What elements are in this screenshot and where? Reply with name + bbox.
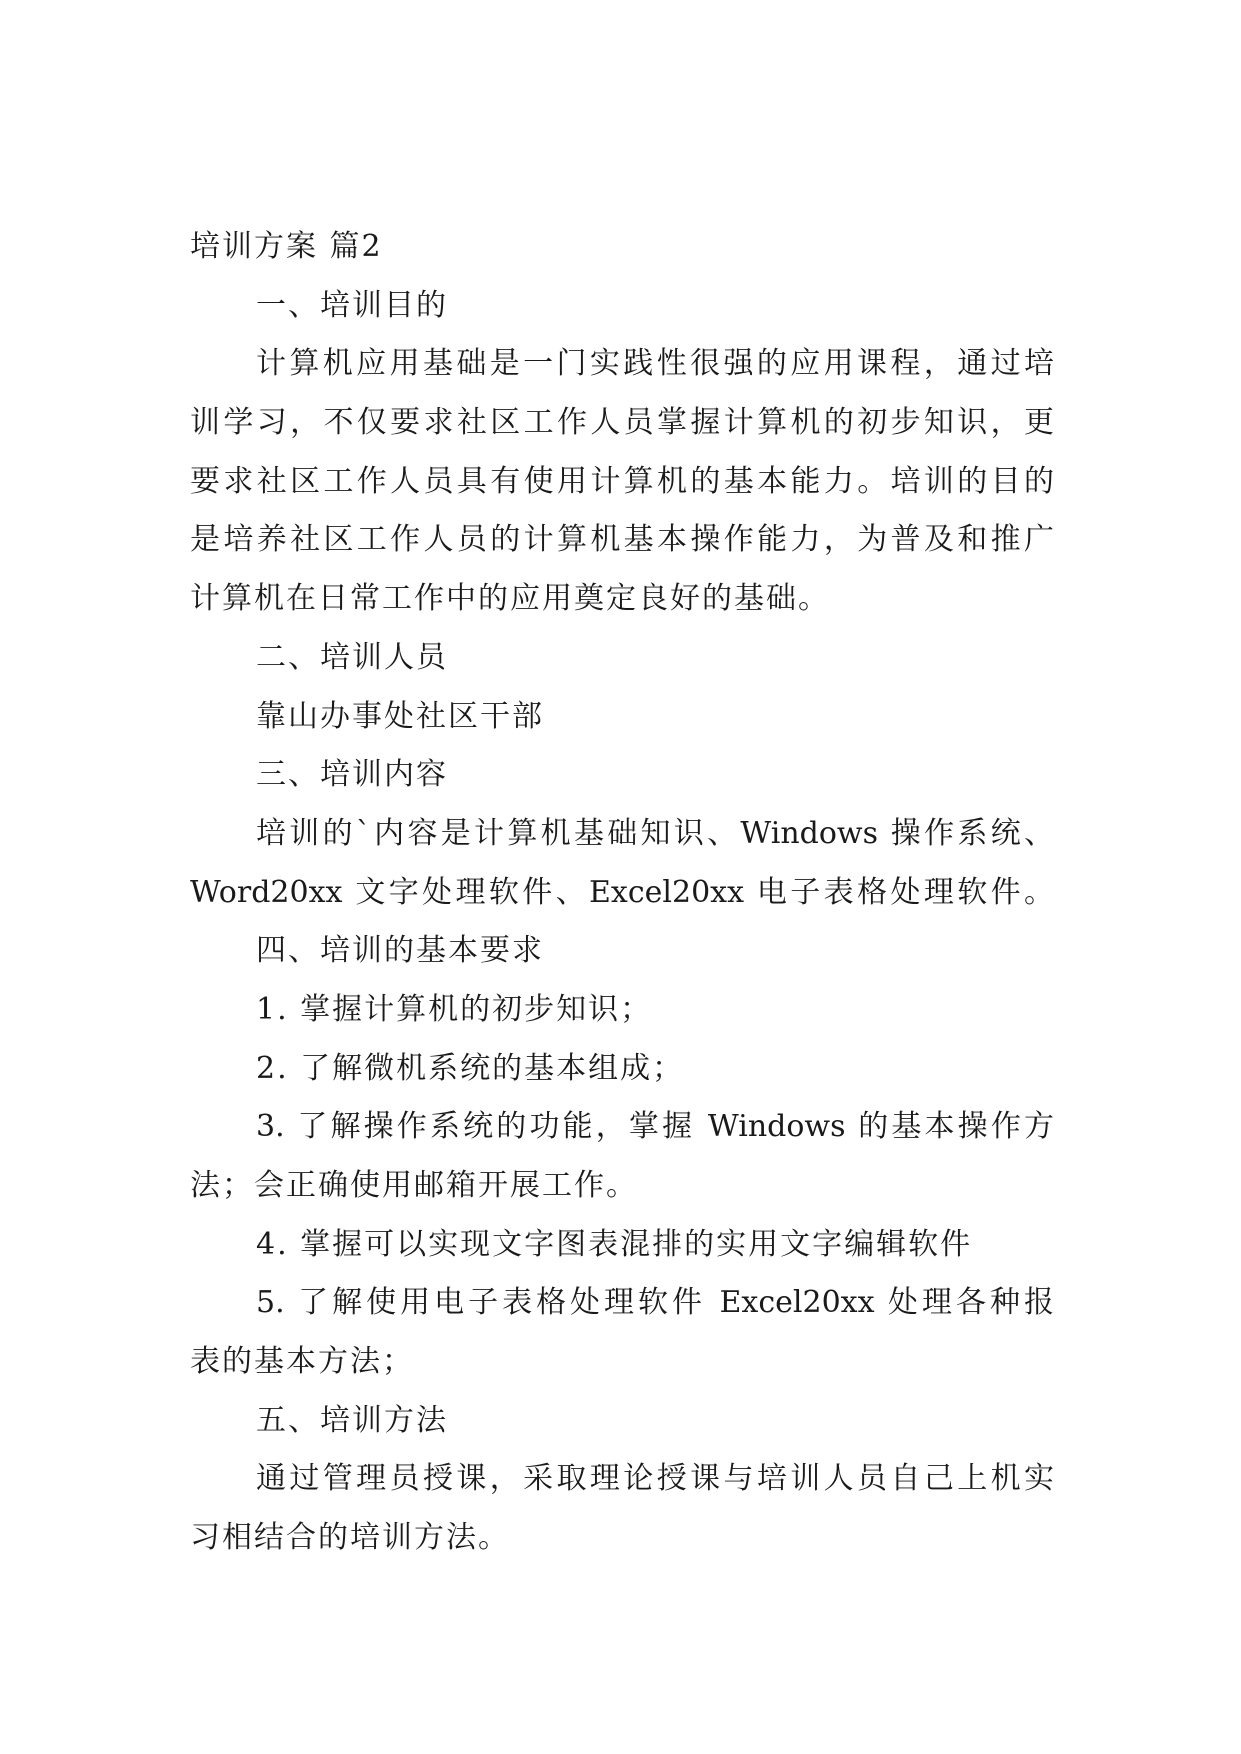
- paragraph-line: 习相结合的培训方法。: [190, 1520, 510, 1556]
- list-item: 5. 了解使用电子表格处理软件 Excel20xx 处理各种报: [256, 1285, 1054, 1321]
- list-item: 3. 了解操作系统的功能，掌握 Windows 的基本操作方: [256, 1109, 1054, 1145]
- paragraph-line: 要求社区工作人员具有使用计算机的基本能力。培训的目的: [190, 463, 1054, 499]
- list-item: 1. 掌握计算机的初步知识；: [256, 991, 653, 1027]
- paragraph-line: 训学习，不仅要求社区工作人员掌握计算机的初步知识，更: [190, 405, 1054, 441]
- section-heading-requirements: 四、培训的基本要求: [256, 933, 544, 969]
- paragraph-line: 计算机应用基础是一门实践性很强的应用课程，通过培: [256, 346, 1054, 382]
- list-item-continuation: 表的基本方法；: [190, 1344, 414, 1380]
- section-heading-method: 五、培训方法: [256, 1402, 448, 1438]
- section-heading-content: 三、培训内容: [256, 757, 448, 793]
- paragraph-line: 通过管理员授课，采取理论授课与培训人员自己上机实: [256, 1461, 1054, 1497]
- list-item: 2. 了解微机系统的基本组成；: [256, 1050, 685, 1086]
- section-heading-trainees: 二、培训人员: [256, 639, 448, 675]
- paragraph-line: 是培养社区工作人员的计算机基本操作能力，为普及和推广: [190, 522, 1054, 558]
- paragraph-line: 培训的`内容是计算机基础知识、Windows 操作系统、: [256, 815, 1054, 851]
- section-heading-purpose: 一、培训目的: [256, 287, 448, 323]
- document-title: 培训方案 篇2: [190, 229, 383, 264]
- paragraph-line: Word20xx 文字处理软件、Excel20xx 电子表格处理软件。: [190, 874, 1054, 910]
- paragraph-line: 计算机在日常工作中的应用奠定良好的基础。: [190, 581, 830, 617]
- paragraph-line: 靠山办事处社区干部: [256, 698, 544, 734]
- list-item: 4. 掌握可以实现文字图表混排的实用文字编辑软件: [256, 1226, 973, 1262]
- document-body: [190, 218, 1054, 1568]
- list-item-continuation: 法；会正确使用邮箱开展工作。: [190, 1168, 638, 1203]
